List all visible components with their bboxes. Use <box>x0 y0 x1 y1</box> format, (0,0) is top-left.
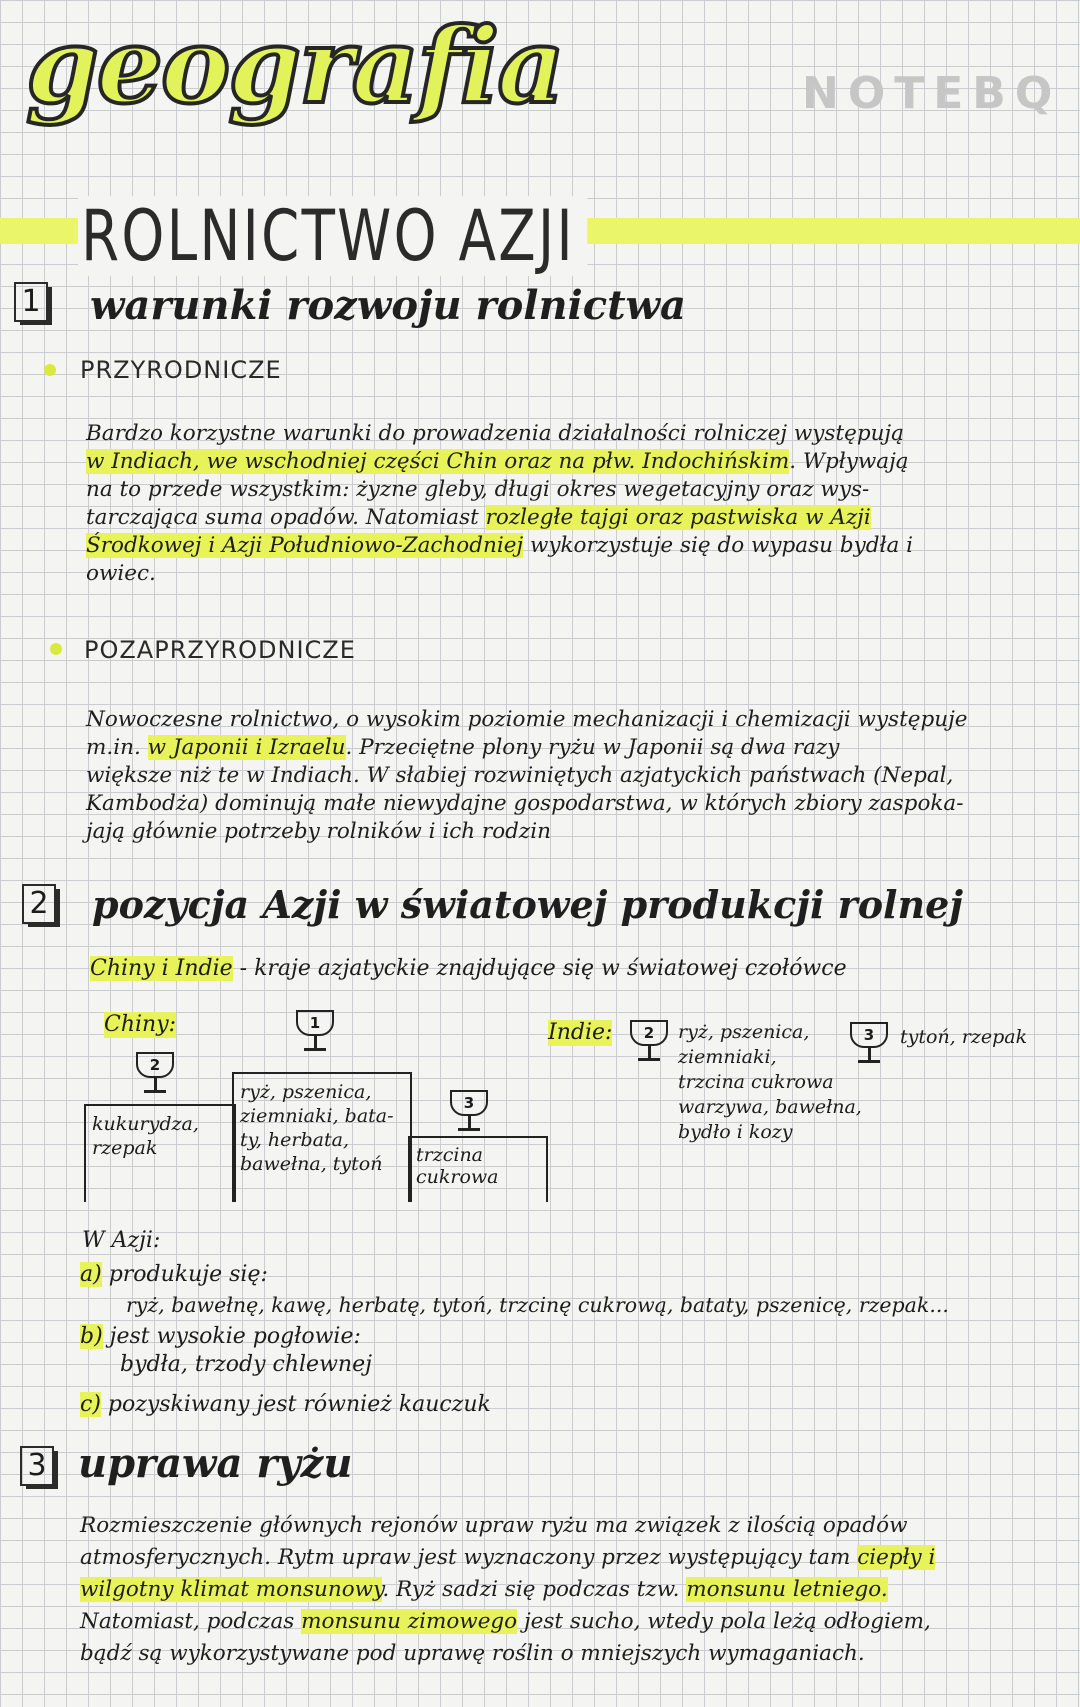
highlight-central-asia: Środkowej i Azji Południowo-Zachodniej <box>86 533 524 558</box>
china-first-item: bawełna, tytoń <box>240 1153 383 1175</box>
asia-item-c <box>80 1392 491 1418</box>
section-number-1: 1 <box>14 282 48 322</box>
india-second-item: ryż, pszenica, <box>678 1021 810 1043</box>
china-first-item: ziemniaki, bata- <box>240 1105 394 1127</box>
rice-line-2 <box>80 1542 1070 1574</box>
nonnatural-paragraph <box>86 706 1066 846</box>
india-third-list: tytoń, rzepak <box>900 1026 1028 1048</box>
nonnatural-line-5: jają głównie potrzeby rolników i ich rodzin <box>86 819 551 844</box>
natural-line-1: Bardzo korzystne warunki do prowadzenia działalności rolniczej występują <box>86 421 904 446</box>
india-trophy-2-icon <box>626 1020 672 1061</box>
natural-line-4-start: tarczająca suma opadów. Natomiast <box>86 505 486 530</box>
trophy-1-icon <box>290 1010 340 1051</box>
india-trophy-2-number: 2 <box>630 1020 668 1046</box>
page-subtitle: ROLNICTWO AZJI <box>78 196 587 276</box>
china-third-list <box>416 1144 499 1188</box>
asia-item-b <box>80 1324 361 1350</box>
india-second-list <box>678 1020 862 1145</box>
rice-line-1: Rozmieszczenie głównych rejonów upraw ryżu ma związek z ilością opadów <box>80 1513 908 1538</box>
bullet-nonnatural <box>50 643 62 655</box>
rice-line-4-rest: jest sucho, wtedy pola leżą odłogiem, <box>517 1609 931 1634</box>
china-label: Chiny: <box>104 1012 177 1037</box>
highlight-pastures: rozległe tajgi oraz pastwiska w Azji <box>485 505 871 530</box>
asia-text-c: pozyskiwany jest również kauczuk <box>107 1392 491 1417</box>
india-trophy-3-number: 3 <box>850 1022 888 1048</box>
china-third-item: cukrowa <box>416 1166 499 1188</box>
highlight-winter-monsoon: monsunu zimowego <box>301 1609 518 1634</box>
asia-list-b: bydła, trzody chlewnej <box>120 1352 372 1377</box>
china-second-list <box>92 1112 199 1160</box>
natural-line-6: owiec. <box>86 561 156 586</box>
highlight-summer-monsoon: monsunu letniego. <box>686 1577 888 1602</box>
china-second-item: rzepak <box>92 1137 158 1159</box>
rice-line-3 <box>80 1574 1070 1606</box>
nonnatural-line-2 <box>86 734 1066 762</box>
india-second-item: warzywa, bawełna, <box>678 1096 862 1118</box>
natural-line-3: na to przede wszystkim: żyzne gleby, długi okres wegetacyjny oraz wys- <box>86 477 870 502</box>
asia-list-a: ryż, bawełnę, kawę, herbatę, tytoń, trzcinę cukrową, bataty, pszenicę, rzepak... <box>126 1293 949 1317</box>
rice-line-3-mid: . Ryż sadzi się podczas tzw. <box>382 1577 687 1602</box>
highlight-japan-israel: w Japonii i Izraelu <box>147 735 346 760</box>
section-2-heading: pozycja Azji w światowej produkcji rolnej <box>92 882 964 927</box>
china-first-item: ryż, pszenica, <box>240 1081 372 1103</box>
nonnatural-label: POZAPRZYRODNICZE <box>84 636 356 664</box>
trophy-3-icon <box>444 1090 494 1131</box>
natural-line-2 <box>86 448 1066 476</box>
nonnatural-line-1: Nowoczesne rolnictwo, o wysokim poziomie mechanizacji i chemizacji występuje <box>86 707 968 732</box>
bullet-natural <box>44 364 56 376</box>
asia-label: W Azji: <box>82 1228 161 1253</box>
asia-marker-c: c) <box>80 1392 101 1417</box>
china-first-list <box>240 1080 394 1176</box>
india-second-item: ziemniaki, <box>678 1046 777 1068</box>
trophy-3-number: 3 <box>450 1090 488 1116</box>
india-second-item: trzcina cukrowa <box>678 1071 834 1093</box>
natural-line-5-rest: wykorzystuje się do wypasu bydła i <box>523 533 914 558</box>
china-second-item: kukurydza, <box>92 1113 199 1135</box>
asia-text-a: produkuje się: <box>108 1262 268 1287</box>
nonnatural-line-2-rest: . Przeciętne plony ryżu w Japonii są dwa razy <box>345 735 840 760</box>
highlight-regions: w Indiach, we wschodniej części Chin oraz na płw. Indochińskim <box>86 449 790 474</box>
section-2-intro <box>90 956 847 982</box>
brand-logo: NOTEBQ <box>802 68 1062 119</box>
rice-line-4 <box>80 1606 1070 1638</box>
highlight-china-india: Chiny i Indie <box>90 956 233 981</box>
rice-line-4-start: Natomiast, podczas <box>80 1609 302 1634</box>
rice-line-2-start: atmosferycznych. Rytm upraw jest wyznaczony przez występujący tam <box>80 1545 858 1570</box>
nonnatural-line-3: większe niż te w Indiach. W słabiej rozwiniętych azjatyckich państwach (Nepal, <box>86 763 954 788</box>
asia-marker-a: a) <box>80 1262 102 1287</box>
section-1-heading: warunki rozwoju rolnictwa <box>90 282 686 329</box>
section-3-heading: uprawa ryżu <box>78 1440 353 1487</box>
section-number-3: 3 <box>20 1446 54 1486</box>
natural-line-5 <box>86 532 1066 560</box>
trophy-2-icon <box>130 1052 180 1093</box>
asia-text-b: jest wysokie pogłowie: <box>109 1324 361 1349</box>
highlight-warm: ciepły i <box>857 1545 936 1570</box>
india-label: Indie: <box>548 1020 613 1045</box>
highlight-monsoon-climate: wilgotny klimat monsunowy <box>80 1577 383 1602</box>
section-number-2: 2 <box>22 884 56 924</box>
natural-line-2-rest: . Wpływają <box>789 449 909 474</box>
china-third-item: trzcina <box>416 1144 484 1166</box>
china-first-item: ty, herbata, <box>240 1129 349 1151</box>
asia-item-a <box>80 1262 268 1288</box>
natural-paragraph <box>86 420 1066 588</box>
india-trophy-3-icon <box>846 1022 892 1063</box>
notebook-title: geografia <box>26 4 563 127</box>
trophy-1-number: 1 <box>296 1010 334 1036</box>
nonnatural-line-2-start: m.in. <box>86 735 148 760</box>
trophy-2-number: 2 <box>136 1052 174 1078</box>
rice-line-5: bądź są wykorzystywane pod uprawę roślin o mniejszych wymaganiach. <box>80 1641 865 1666</box>
india-second-item: bydło i kozy <box>678 1121 793 1143</box>
nonnatural-line-4: Kambodża) dominują małe niewydajne gospodarstwa, w których zbiory zaspoka- <box>86 791 964 816</box>
asia-marker-b: b) <box>80 1324 103 1349</box>
natural-line-4 <box>86 504 1066 532</box>
rice-paragraph <box>80 1510 1070 1670</box>
section-2-intro-rest: - kraje azjatyckie znajdujące się w światowej czołówce <box>232 956 847 981</box>
natural-label: PRZYRODNICZE <box>80 356 282 384</box>
